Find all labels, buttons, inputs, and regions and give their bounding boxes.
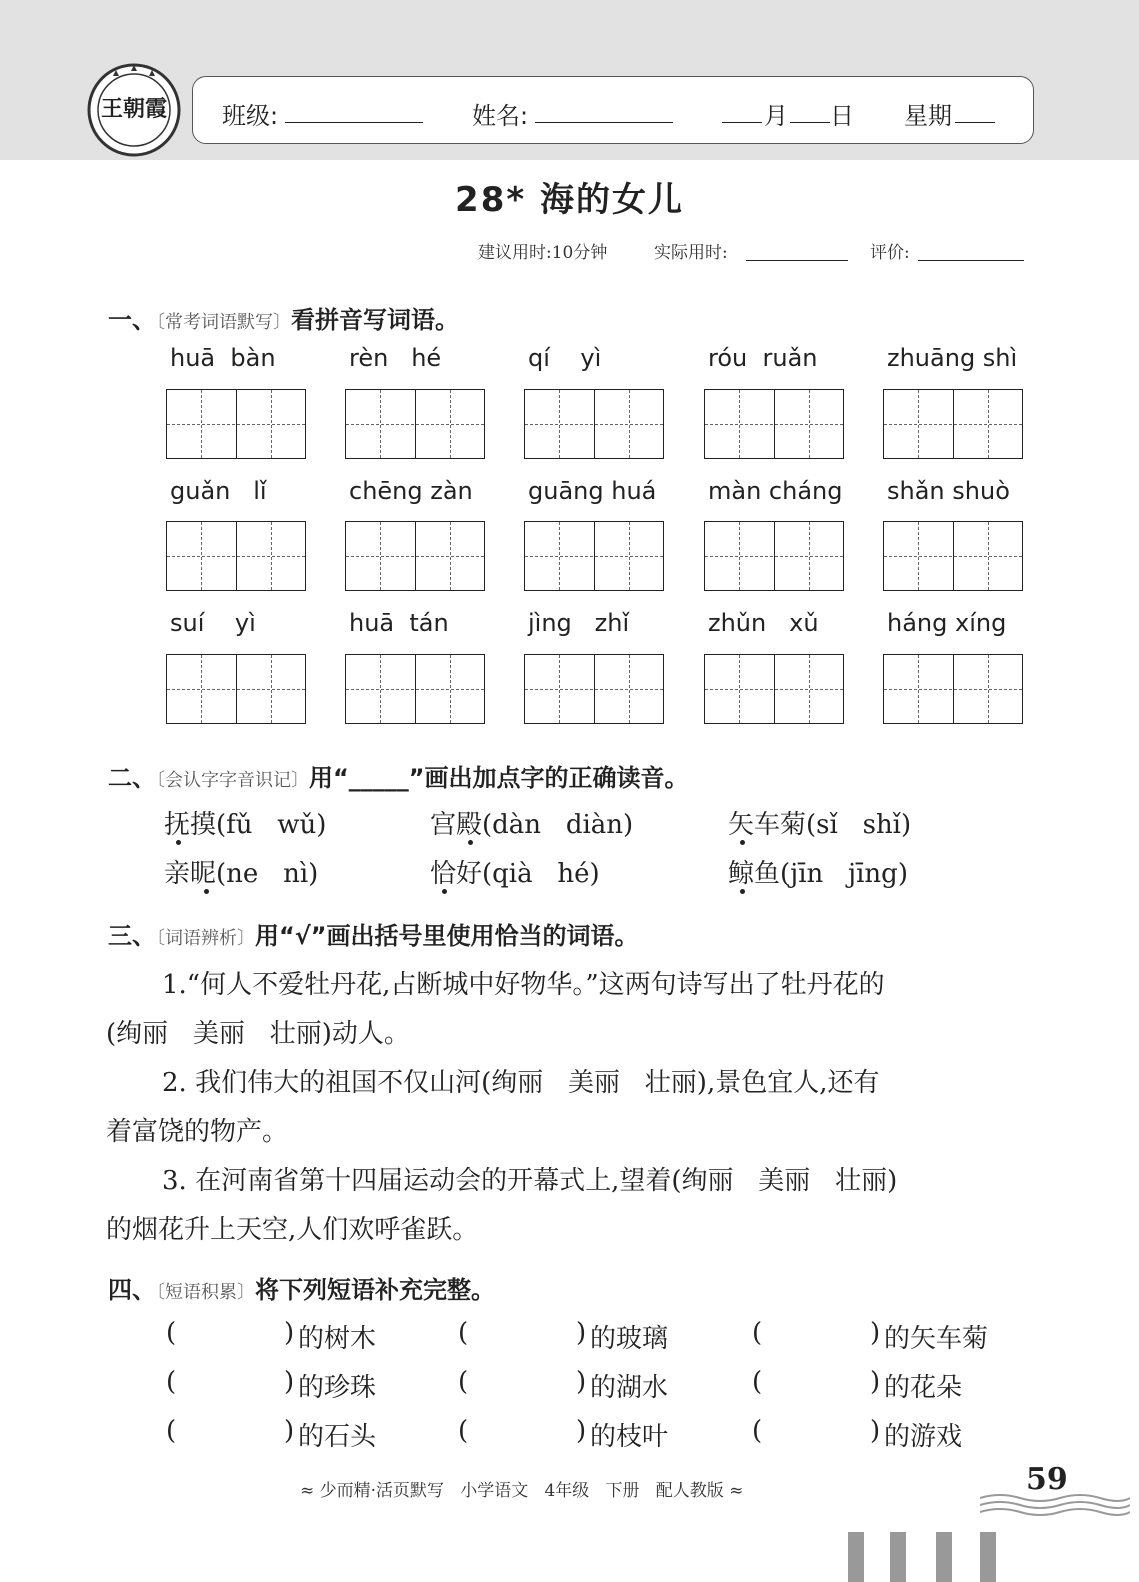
pinyin-label: suí yì <box>170 609 256 637</box>
phrase-suffix: 的矢车菊 <box>884 1324 989 1354</box>
question-line: 着富饶的物产。 <box>106 1117 289 1147</box>
class-blank[interactable] <box>285 122 423 123</box>
phrase-suffix: 的玻璃 <box>590 1324 669 1354</box>
phrase-suffix: 的游戏 <box>884 1422 963 1452</box>
phrase-suffix: 的石头 <box>298 1422 377 1452</box>
paren-close: ) <box>870 1367 881 1397</box>
rating-blank[interactable] <box>918 260 1024 261</box>
pinyin-label: huā tán <box>349 609 449 637</box>
pinyin-label: rèn hé <box>349 344 442 372</box>
pronunciation-item[interactable]: 鲸鱼(jīn jīng) <box>728 859 908 889</box>
pinyin-label: jìng zhǐ <box>528 609 630 637</box>
pinyin-label: zhǔn xǔ <box>708 609 819 637</box>
section3-number: 三、 <box>108 922 156 950</box>
paren-close: ) <box>284 1367 295 1397</box>
weekday-blank[interactable] <box>955 122 995 123</box>
section3-tag: 〔词语辨析〕 <box>156 928 255 949</box>
pinyin-label: qí yì <box>528 344 602 372</box>
suggested-time: 建议用时:10分钟 <box>478 243 608 263</box>
phrase-blank[interactable] <box>474 1371 590 1401</box>
question-line: 的烟花升上天空,人们欢呼雀跃。 <box>106 1215 479 1245</box>
paren-open: ( <box>458 1416 469 1446</box>
section4-instruction: 将下列短语补充完整。 <box>255 1276 495 1304</box>
weekday-label: 星期 <box>904 102 952 130</box>
footer-text: ≈ 少而精·活页默写 小学语文 4年级 下册 配人教版 ≈ <box>300 1481 744 1501</box>
paren-close: ) <box>576 1318 587 1348</box>
paren-close: ) <box>284 1416 295 1446</box>
phrase-suffix: 的枝叶 <box>590 1422 669 1452</box>
name-blank[interactable] <box>535 122 673 123</box>
phrase-suffix: 的树木 <box>298 1324 377 1354</box>
phrase-blank[interactable] <box>182 1420 298 1450</box>
writing-grid[interactable] <box>524 654 664 724</box>
paren-close: ) <box>284 1318 295 1348</box>
pinyin-label: zhuāng shì <box>887 344 1018 372</box>
writing-grid[interactable] <box>704 521 844 591</box>
name-label: 姓名: <box>472 102 529 130</box>
writing-grid[interactable] <box>524 389 664 459</box>
section1-tag: 〔常考词语默写〕 <box>156 312 291 333</box>
paren-open: ( <box>752 1367 763 1397</box>
paren-open: ( <box>752 1318 763 1348</box>
phrase-blank[interactable] <box>474 1420 590 1450</box>
paren-open: ( <box>166 1367 177 1397</box>
emphasis-dot <box>740 840 745 845</box>
section2-number: 二、 <box>108 764 156 792</box>
phrase-suffix: 的湖水 <box>590 1373 669 1403</box>
writing-grid[interactable] <box>166 389 306 459</box>
phrase-blank[interactable] <box>768 1420 884 1450</box>
emphasis-dot <box>176 840 181 845</box>
pinyin-label: guǎn lǐ <box>170 477 267 505</box>
phrase-suffix: 的珍珠 <box>298 1373 377 1403</box>
class-label: 班级: <box>222 102 279 130</box>
page-title: 28* 海的女儿 <box>455 180 684 220</box>
writing-grid[interactable] <box>345 521 485 591</box>
actual-time-blank[interactable] <box>746 260 848 261</box>
paren-open: ( <box>166 1416 177 1446</box>
page-number: 59 <box>1026 1462 1068 1497</box>
section2-instruction: 用“_____”画出加点字的正确读音。 <box>309 764 689 792</box>
pronunciation-item[interactable]: 亲昵(ne nì) <box>164 859 319 889</box>
pinyin-label: chēng zàn <box>349 477 473 505</box>
emphasis-dot <box>442 889 447 894</box>
pinyin-label: háng xíng <box>887 609 1007 637</box>
writing-grid[interactable] <box>883 389 1023 459</box>
writing-grid[interactable] <box>345 389 485 459</box>
day-label: 日 <box>830 102 854 130</box>
edge-tab-mark <box>980 1532 996 1582</box>
paren-open: ( <box>458 1367 469 1397</box>
pronunciation-item[interactable]: 宫殿(dàn diàn) <box>430 810 634 840</box>
section1-number: 一、 <box>108 306 156 334</box>
writing-grid[interactable] <box>166 654 306 724</box>
month-blank[interactable] <box>722 122 762 123</box>
pinyin-label: màn cháng <box>708 477 843 505</box>
paren-close: ) <box>576 1416 587 1446</box>
section1-instruction: 看拼音写词语。 <box>291 306 459 334</box>
pinyin-label: huā bàn <box>170 344 276 372</box>
section2-heading <box>108 758 689 793</box>
pinyin-label: róu ruǎn <box>708 344 818 372</box>
phrase-blank[interactable] <box>768 1371 884 1401</box>
paren-close: ) <box>576 1367 587 1397</box>
emphasis-dot <box>740 889 745 894</box>
section1-heading <box>108 300 459 335</box>
pronunciation-item[interactable]: 恰好(qià hé) <box>430 859 600 889</box>
writing-grid[interactable] <box>524 521 664 591</box>
emphasis-dot <box>468 840 473 845</box>
actual-time-label: 实际用时: <box>654 243 728 263</box>
edge-tab-mark <box>848 1532 864 1582</box>
writing-grid[interactable] <box>345 654 485 724</box>
paren-close: ) <box>870 1318 881 1348</box>
writing-grid[interactable] <box>704 389 844 459</box>
paren-open: ( <box>752 1416 763 1446</box>
edge-tab-mark <box>890 1532 906 1582</box>
section3-instruction: 用“√”画出括号里使用恰当的词语。 <box>255 922 639 950</box>
section4-number: 四、 <box>108 1276 156 1304</box>
question-line[interactable]: 2. 我们伟大的祖国不仅山河(绚丽 美丽 壮丽),景色宜人,还有 <box>162 1068 880 1098</box>
writing-grid[interactable] <box>166 521 306 591</box>
logo-text: 王朝霞 <box>100 96 167 122</box>
phrase-blank[interactable] <box>474 1322 590 1352</box>
section3-heading <box>108 916 639 951</box>
edge-tab-mark <box>936 1532 952 1582</box>
wave-decoration <box>980 1490 1130 1520</box>
pinyin-label: shǎn shuò <box>887 477 1010 505</box>
writing-grid[interactable] <box>883 521 1023 591</box>
section4-heading <box>108 1270 495 1305</box>
question-line: 1.“何人不爱牡丹花,占断城中好物华。”这两句诗写出了牡丹花的 <box>162 970 885 1000</box>
pronunciation-item[interactable]: 抚摸(fǔ wǔ) <box>164 810 327 840</box>
emphasis-dot <box>204 889 209 894</box>
section4-tag: 〔短语积累〕 <box>156 1282 255 1303</box>
paren-close: ) <box>870 1416 881 1446</box>
question-line[interactable]: 3. 在河南省第十四届运动会的开幕式上,望着(绚丽 美丽 壮丽) <box>162 1166 898 1196</box>
writing-grid[interactable] <box>704 654 844 724</box>
question-line[interactable]: (绚丽 美丽 壮丽)动人。 <box>106 1019 410 1049</box>
writing-grid[interactable] <box>883 654 1023 724</box>
paren-open: ( <box>458 1318 469 1348</box>
paren-open: ( <box>166 1318 177 1348</box>
pronunciation-item[interactable]: 矢车菊(sǐ shǐ) <box>728 810 912 840</box>
phrase-suffix: 的花朵 <box>884 1373 963 1403</box>
phrase-blank[interactable] <box>182 1371 298 1401</box>
rating-label: 评价: <box>870 243 910 263</box>
month-label: 月 <box>764 102 788 130</box>
pinyin-label: guāng huá <box>528 477 657 505</box>
day-blank[interactable] <box>790 122 830 123</box>
section2-tag: 〔会认字字音识记〕 <box>156 770 309 791</box>
phrase-blank[interactable] <box>768 1322 884 1352</box>
phrase-blank[interactable] <box>182 1322 298 1352</box>
